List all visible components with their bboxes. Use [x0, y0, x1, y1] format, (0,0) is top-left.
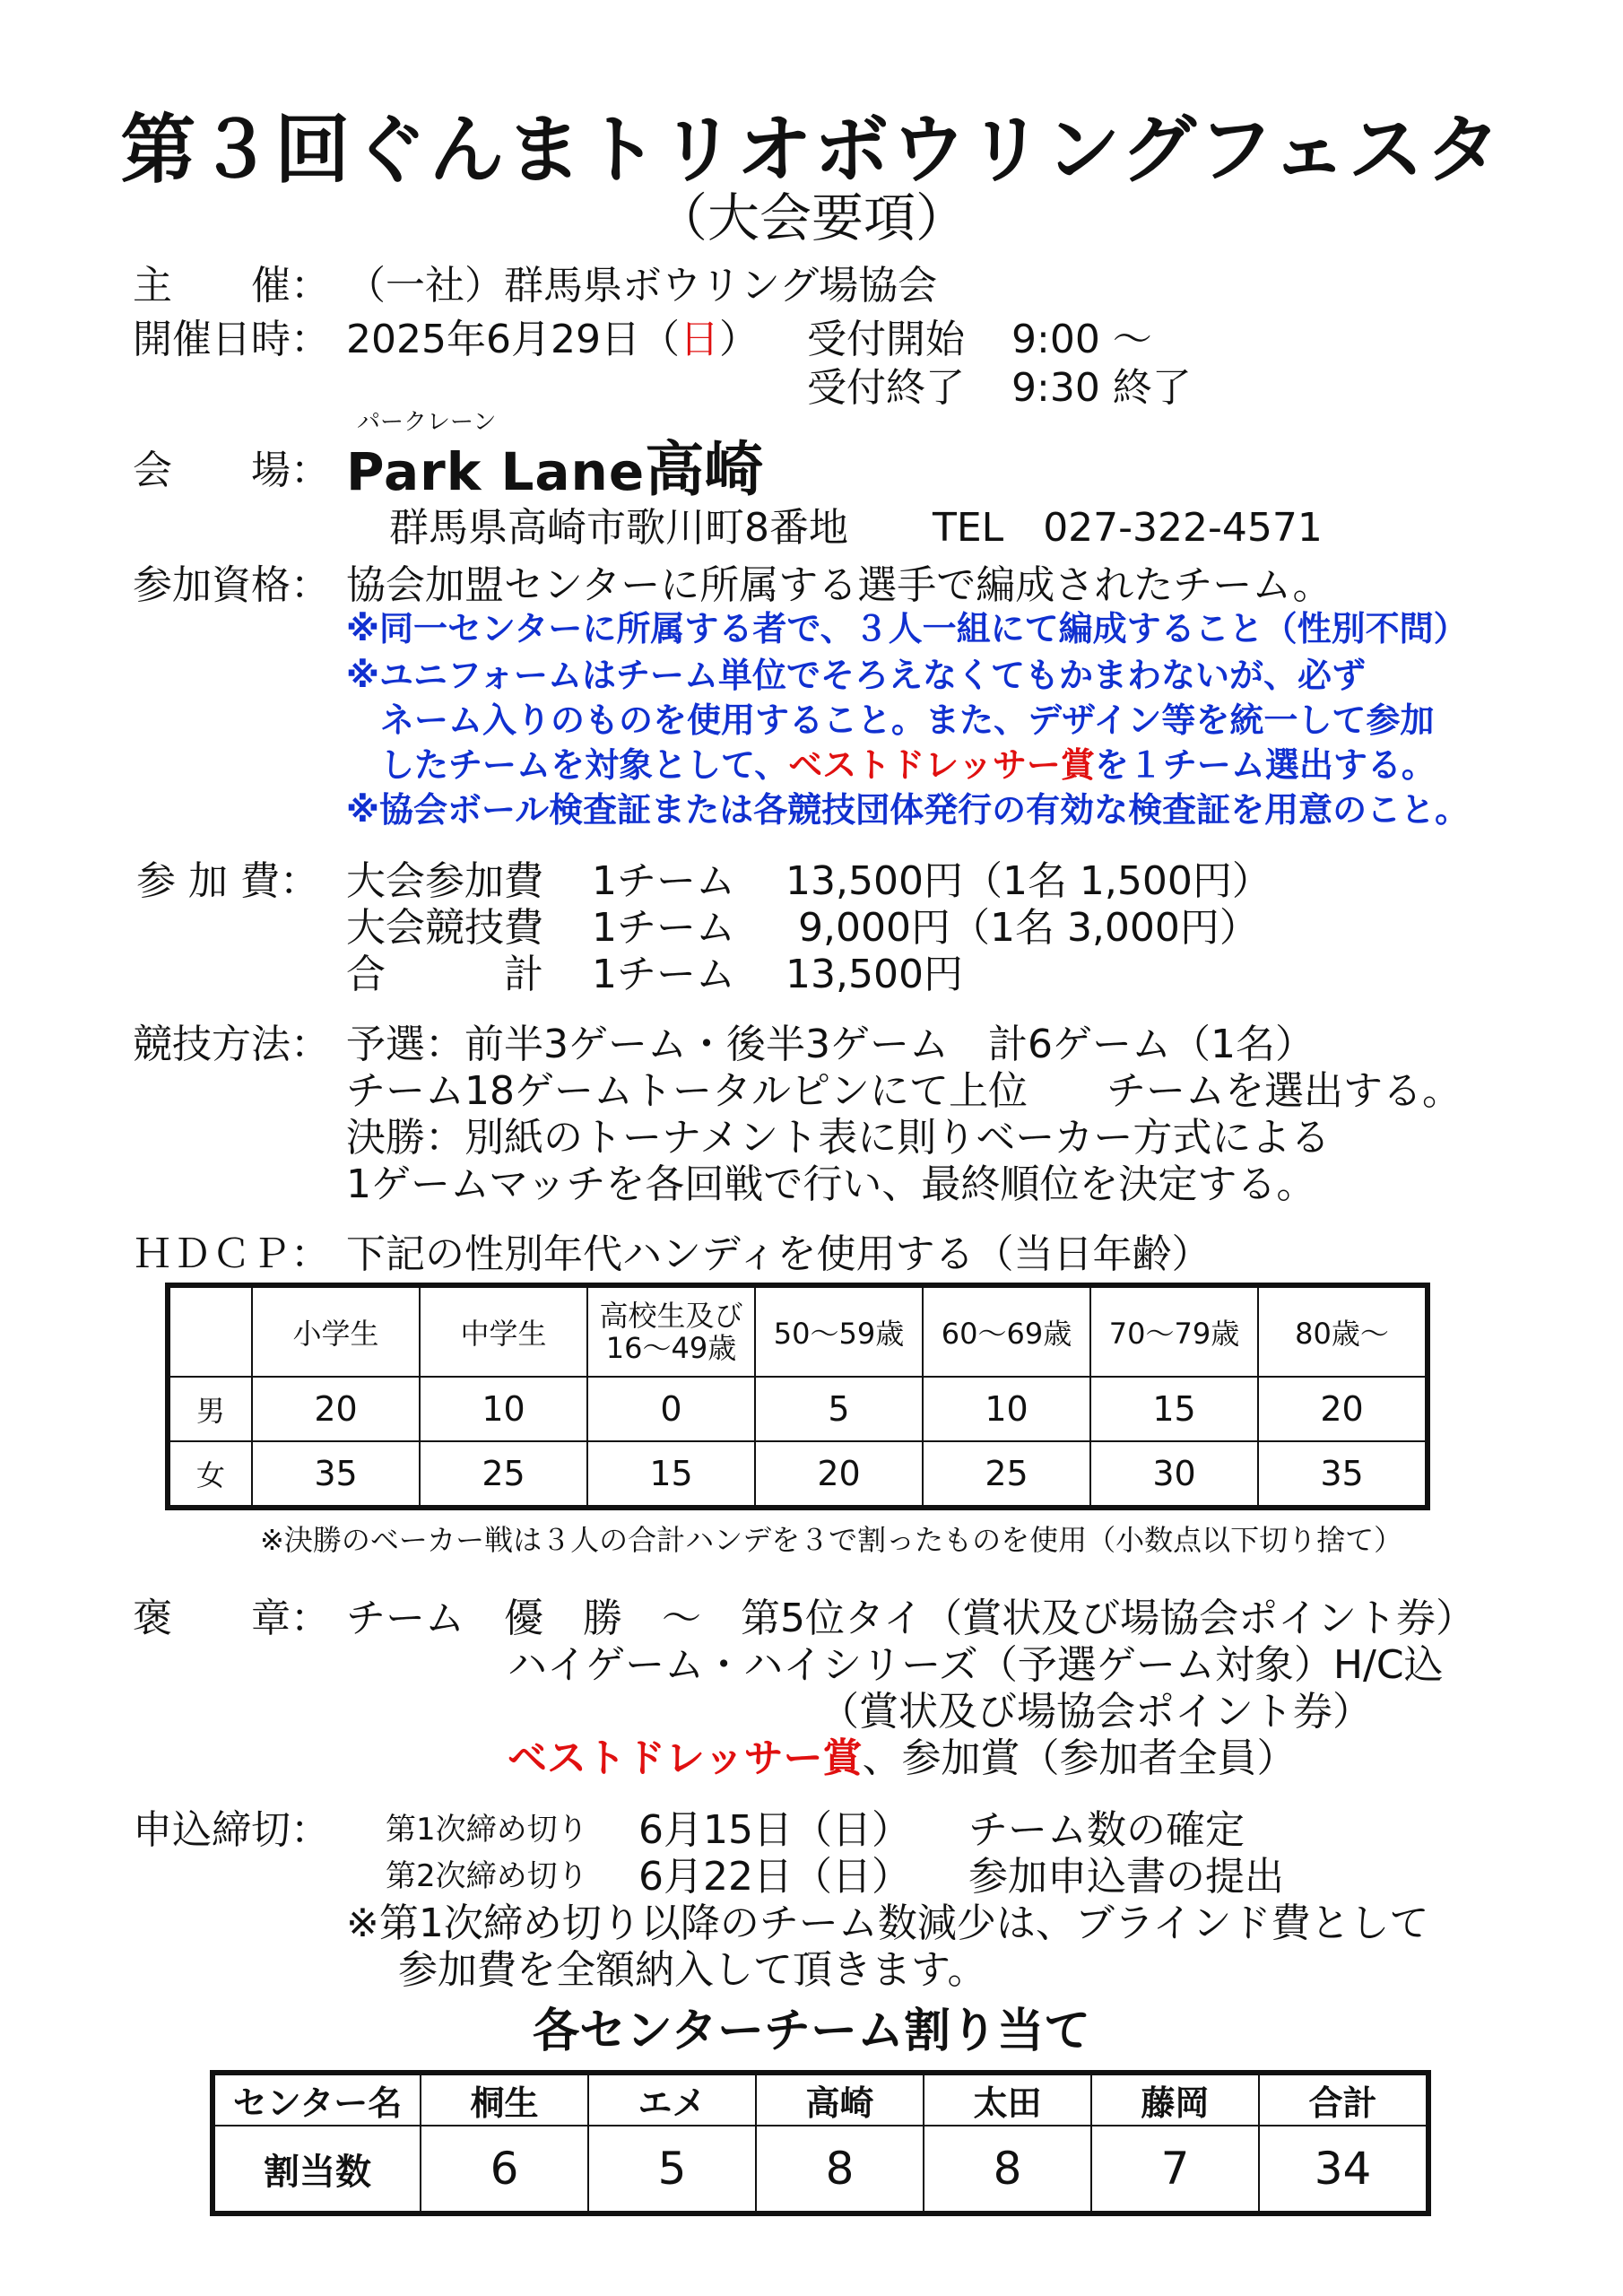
- method-line-1: 予選：前半3ゲーム・後半3ゲーム 計6ゲーム（1名）: [346, 1022, 1315, 1067]
- method-line-4: 1ゲームマッチを各回戦で行い、最終順位を決定する。: [346, 1161, 1316, 1207]
- hdcp-row-label: 男: [168, 1377, 252, 1441]
- hdcp-row-female: [168, 1441, 1428, 1508]
- deadline-second-date: 6月22日（日）: [638, 1854, 911, 1900]
- allocation-count: 6: [421, 2126, 588, 2213]
- eligibility-note-1: ※同一センターに所属する者で、３人一組にて編成すること（性別不問）: [346, 609, 1468, 648]
- awards-label: 褒 章：: [133, 1596, 330, 1641]
- hdcp-cell: 20: [252, 1377, 420, 1441]
- hdcp-header-cell: 中学生: [420, 1285, 587, 1377]
- allocation-title: 各センターチーム割り当て: [533, 2005, 1090, 2058]
- deadline-first-label: 第1次締め切り: [386, 1812, 588, 1848]
- method-line-2: チーム18ゲームトータルピンにて上位 チームを選出する。: [346, 1068, 1462, 1114]
- hdcp-row-male: [168, 1377, 1428, 1441]
- date-suffix: ）: [718, 317, 759, 362]
- hdcp-header-cell: 70～79歳: [1090, 1285, 1258, 1377]
- hdcp-header-cell: [587, 1285, 755, 1377]
- event-date: [346, 307, 759, 364]
- best-dresser-award-label: ベストドレッサー賞: [508, 1735, 863, 1781]
- allocation-count: 8: [924, 2126, 1091, 2213]
- hdcp-table: [165, 1283, 1430, 1510]
- fee-row-2-name: 大会競技費: [346, 905, 543, 951]
- hdcp-header-cell: 60～69歳: [923, 1285, 1090, 1377]
- allocation-count: 5: [588, 2126, 756, 2213]
- hdcp-cell: 15: [587, 1441, 755, 1508]
- hdcp-cell: 10: [420, 1377, 587, 1441]
- allocation-header-label: センター名: [213, 2073, 421, 2126]
- allocation-center-name: 合計: [1259, 2073, 1428, 2126]
- organizer-label: 主 催：: [133, 263, 330, 309]
- hdcp-cell: 5: [755, 1377, 923, 1441]
- deadline-first-desc: チーム数の確定: [968, 1807, 1245, 1853]
- deadline-second-desc: 参加申込書の提出: [968, 1854, 1284, 1900]
- hdcp-cell: 10: [923, 1377, 1090, 1441]
- hdcp-header-row: [168, 1285, 1428, 1377]
- fee-label: 参 加 費：: [136, 858, 319, 904]
- date-prefix: 2025年6月29日（: [346, 317, 680, 362]
- fee-row-3-amount: 13,500円: [785, 952, 963, 997]
- allocation-center-name: エメ: [588, 2073, 756, 2126]
- venue-tel: TEL 027-322-4571: [933, 505, 1323, 551]
- eligibility-label: 参加資格：: [133, 562, 330, 608]
- hdcp-cell: 20: [755, 1441, 923, 1508]
- venue-address: 群馬県高崎市歌川町8番地: [389, 505, 848, 551]
- deadline-label: 申込締切：: [133, 1807, 330, 1853]
- hdcp-cell: 30: [1090, 1441, 1258, 1508]
- deadline-note-1: ※第1次締め切り以降のチーム数減少は、ブラインド費として: [346, 1900, 1429, 1946]
- page-title: 第３回ぐんまトリオボウリングフェスタ: [120, 106, 1503, 194]
- eligibility-note-3: ※協会ボール検査証または各競技団体発行の有効な検査証を用意のこと。: [346, 790, 1470, 830]
- hdcp-header-line-1: 高校生及び: [599, 1299, 743, 1333]
- awards-line-2: ハイゲーム・ハイシリーズ（予選ゲーム対象）H/C込: [508, 1642, 1444, 1688]
- awards-line-4-post: 、参加賞（参加者全員）: [862, 1735, 1297, 1781]
- venue-logo-jp: 高崎: [645, 435, 764, 504]
- allocation-center-name: 高崎: [756, 2073, 924, 2126]
- deadline-note-2: 参加費を全額納入して頂きます。: [398, 1947, 987, 1993]
- hdcp-corner-cell: [168, 1285, 252, 1377]
- date-label: 開催日時：: [133, 317, 330, 362]
- hdcp-header-cell: 50～59歳: [755, 1285, 923, 1377]
- eligibility-main: 協会加盟センターに所属する選手で編成されたチーム。: [346, 562, 1332, 608]
- venue-ruby: パークレーン: [357, 409, 497, 436]
- allocation-count: 34: [1259, 2126, 1428, 2213]
- eligibility-note-2b: ネーム入りのものを使用すること。また、デザイン等を統一して参加: [380, 700, 1435, 740]
- hdcp-header-cell: 小学生: [252, 1285, 420, 1377]
- hdcp-header-line-2: 16～49歳: [605, 1331, 737, 1365]
- hdcp-cell: 35: [252, 1441, 420, 1508]
- hdcp-header-cell: 80歳～: [1258, 1285, 1428, 1377]
- deadline-second-label: 第2次締め切り: [386, 1858, 588, 1894]
- fee-row-1-name: 大会参加費: [346, 858, 543, 904]
- hdcp-label: ＨＤＣＰ：: [133, 1231, 330, 1277]
- deadline-first-date: 6月15日（日）: [638, 1807, 911, 1853]
- note-2c-post: を１チーム選出する。: [1094, 745, 1436, 785]
- allocation-center-name: 藤岡: [1091, 2073, 1259, 2126]
- hdcp-row-label: 女: [168, 1441, 252, 1508]
- awards-line-3: （賞状及び場協会ポイント券）: [820, 1689, 1372, 1735]
- venue-label: 会 場：: [133, 448, 330, 493]
- reception-end-label: 受付終了: [807, 365, 965, 411]
- hdcp-desc: 下記の性別年代ハンディを使用する（当日年齢）: [346, 1231, 1211, 1277]
- fee-row-3-unit: 1チーム: [592, 952, 735, 997]
- eligibility-note-2c: [380, 737, 1436, 787]
- page-subtitle: （大会要項）: [655, 187, 968, 248]
- note-2c-pre: したチームを対象として、: [380, 745, 789, 785]
- allocation-center-name: 桐生: [421, 2073, 588, 2126]
- awards-line-4: [508, 1726, 1297, 1783]
- allocation-header-row: [213, 2073, 1428, 2126]
- fee-row-1-unit: 1チーム: [592, 858, 735, 904]
- reception-start-label: 受付開始: [807, 317, 965, 362]
- method-label: 競技方法：: [133, 1022, 330, 1067]
- hdcp-cell: 15: [1090, 1377, 1258, 1441]
- reception-end-time: 9:30 終了: [1011, 365, 1192, 411]
- allocation-count: 7: [1091, 2126, 1259, 2213]
- allocation-row-label: 割当数: [213, 2126, 421, 2213]
- hdcp-cell: 20: [1258, 1377, 1428, 1441]
- fee-row-1-amount: 13,500円（1名 1,500円）: [785, 858, 1271, 904]
- eligibility-note-2a: ※ユニフォームはチーム単位でそろえなくてもかまわないが、必ず: [346, 656, 1367, 695]
- reception-start-time: 9:00 ～: [1011, 317, 1152, 362]
- awards-line-1: チーム 優 勝 ～ 第5位タイ（賞状及び場協会ポイント券）: [346, 1596, 1476, 1641]
- fee-row-3-name: 合 計: [346, 952, 543, 997]
- allocation-count-row: [213, 2126, 1428, 2213]
- fee-row-2-amount: 9,000円（1名 3,000円）: [798, 905, 1259, 951]
- hdcp-cell: 25: [923, 1441, 1090, 1508]
- hdcp-cell: 35: [1258, 1441, 1428, 1508]
- allocation-center-name: 太田: [924, 2073, 1091, 2126]
- organizer-value: （一社）群馬県ボウリング場協会: [346, 263, 938, 309]
- best-dresser-award: ベストドレッサー賞: [788, 745, 1095, 785]
- hdcp-cell: 0: [587, 1377, 755, 1441]
- date-weekday: 日: [679, 317, 719, 362]
- method-line-3: 決勝：別紙のトーナメント表に則りベーカー方式による: [346, 1115, 1331, 1161]
- fee-row-2-unit: 1チーム: [592, 905, 735, 951]
- venue-logo-en: Park Lane: [346, 441, 646, 502]
- hdcp-cell: 25: [420, 1441, 587, 1508]
- hdcp-note: ※決勝のベーカー戦は３人の合計ハンデを３で割ったものを使用（小数点以下切り捨て）: [260, 1523, 1403, 1557]
- allocation-table: [210, 2070, 1431, 2216]
- venue-logo: [346, 422, 763, 507]
- allocation-count: 8: [756, 2126, 924, 2213]
